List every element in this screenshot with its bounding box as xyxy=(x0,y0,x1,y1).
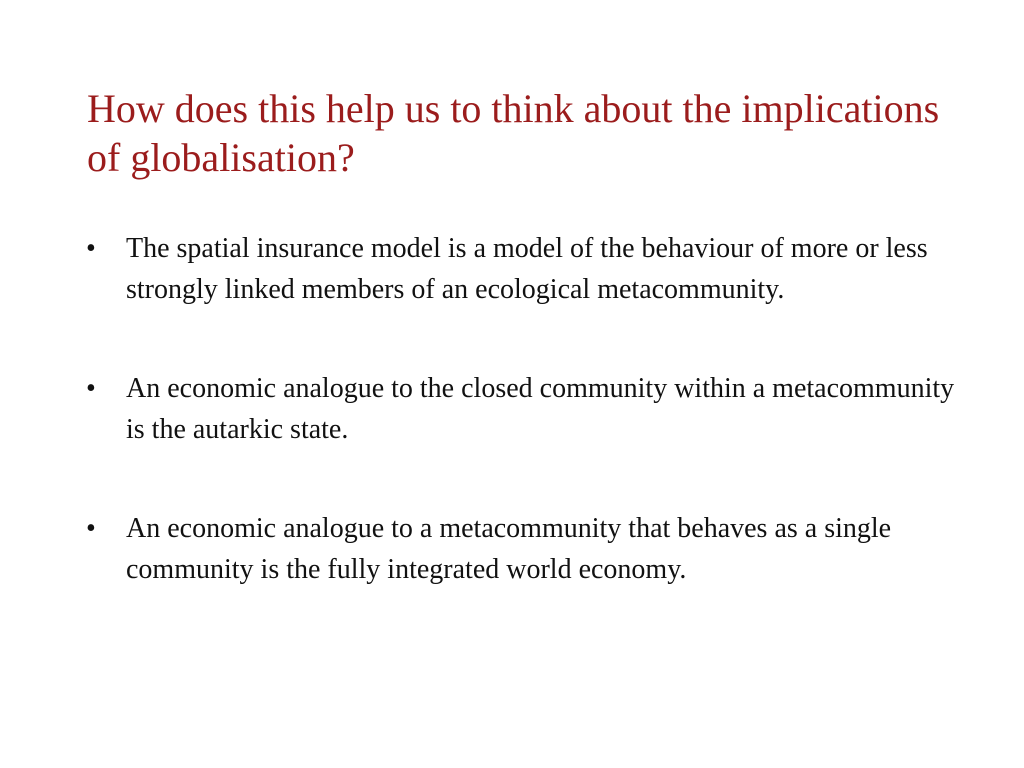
bullet-item xyxy=(86,368,956,450)
bullet-list xyxy=(86,228,956,590)
bullet-text: An economic analogue to the closed community within a metacommunity is the autarkic state. xyxy=(126,373,955,445)
bullet-icon: • xyxy=(86,513,96,544)
slide-title: How does this help us to think about the implications of globalisation? xyxy=(87,86,940,180)
bullet-item xyxy=(86,508,956,590)
bullet-item xyxy=(86,228,956,310)
bullet-text: An economic analogue to a metacommunity that behaves as a single community is the fully integrated world economy. xyxy=(126,513,892,585)
bullet-text: The spatial insurance model is a model of the behaviour of more or less strongly linked members of an ecological metacommunity. xyxy=(126,233,928,305)
bullet-icon: • xyxy=(86,373,96,404)
bullet-icon: • xyxy=(86,233,96,264)
